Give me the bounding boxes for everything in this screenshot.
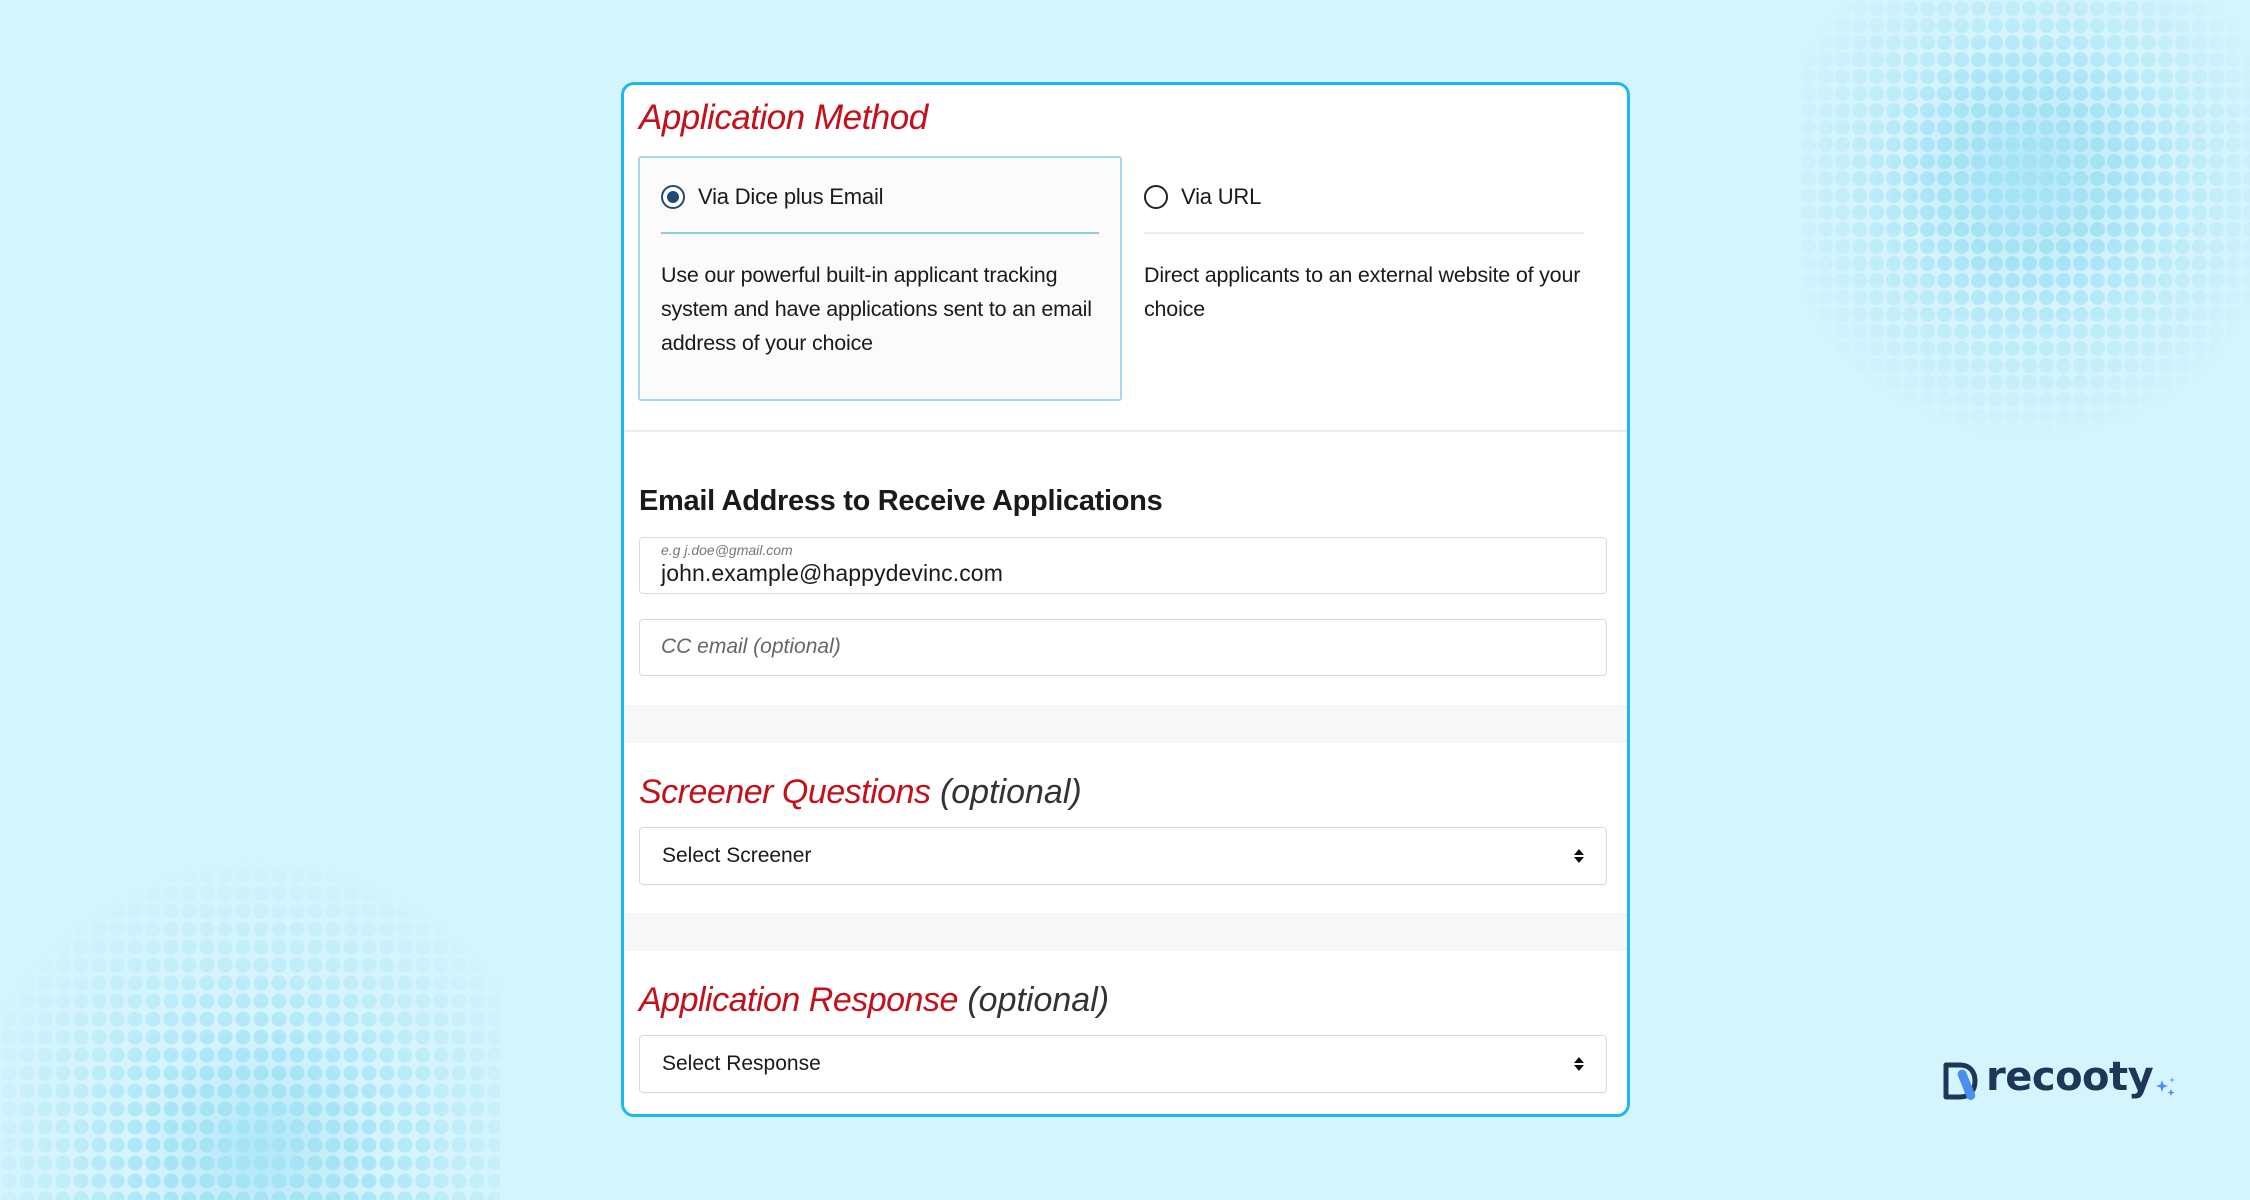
optional-label: (optional) <box>967 981 1110 1019</box>
option-via-dice-email[interactable] <box>638 156 1122 401</box>
select-response-value: Select Response <box>662 1052 821 1075</box>
option-divider <box>661 232 1099 234</box>
select-updown-arrows-icon <box>1574 1057 1584 1071</box>
background-halftone-glow-top-right <box>1900 40 2160 300</box>
optional-label: (optional) <box>939 773 1082 811</box>
option-description: Direct applicants to an external website of your choice <box>1144 263 1581 321</box>
sparkle-icon <box>2155 1076 2177 1103</box>
section-separator-band <box>624 706 1627 742</box>
option-divider <box>1144 232 1584 234</box>
application-settings-card <box>621 82 1630 1117</box>
background-halftone-glow-bottom-left <box>130 1040 390 1200</box>
email-input-value: john.example@happydevinc.com <box>661 560 1003 586</box>
response-title-text: Application Response <box>639 981 958 1019</box>
screener-title-text: Screener Questions <box>639 773 931 811</box>
background-halftone-bottom-left <box>0 830 500 1200</box>
email-section-heading: Email Address to Receive Applications <box>639 485 1163 517</box>
option-description: Use our powerful built-in applicant tracking system and have applications sent to an email address of your choice <box>661 263 1092 355</box>
cc-email-placeholder: CC email (optional) <box>661 635 841 658</box>
background-halftone-top-right <box>1800 0 2250 460</box>
email-floating-label: e.g j.doe@gmail.com <box>661 542 793 558</box>
option-via-url[interactable] <box>1121 156 1607 401</box>
section-separator-band <box>624 914 1627 950</box>
option-label: Via URL <box>1181 184 1262 209</box>
select-updown-arrows-icon <box>1574 849 1584 863</box>
recooty-logo-text: recooty <box>1986 1054 2154 1100</box>
application-method-title: Application Method <box>639 98 928 137</box>
screener-questions-title <box>639 775 1082 809</box>
recooty-logo <box>1942 1056 2177 1104</box>
option-label: Via Dice plus Email <box>698 184 884 209</box>
select-screener-dropdown[interactable] <box>639 827 1607 885</box>
select-screener-value: Select Screener <box>662 844 812 867</box>
radio-checked-icon[interactable] <box>661 185 685 209</box>
email-input[interactable] <box>639 537 1607 594</box>
option-header <box>661 158 1099 232</box>
cc-email-input[interactable] <box>639 619 1607 676</box>
section-divider <box>624 430 1627 432</box>
radio-unchecked-icon[interactable] <box>1144 185 1168 209</box>
select-response-dropdown[interactable] <box>639 1035 1607 1093</box>
application-response-title <box>639 983 1109 1017</box>
recooty-logo-mark-icon <box>1942 1059 1980 1101</box>
option-header <box>1144 158 1584 232</box>
